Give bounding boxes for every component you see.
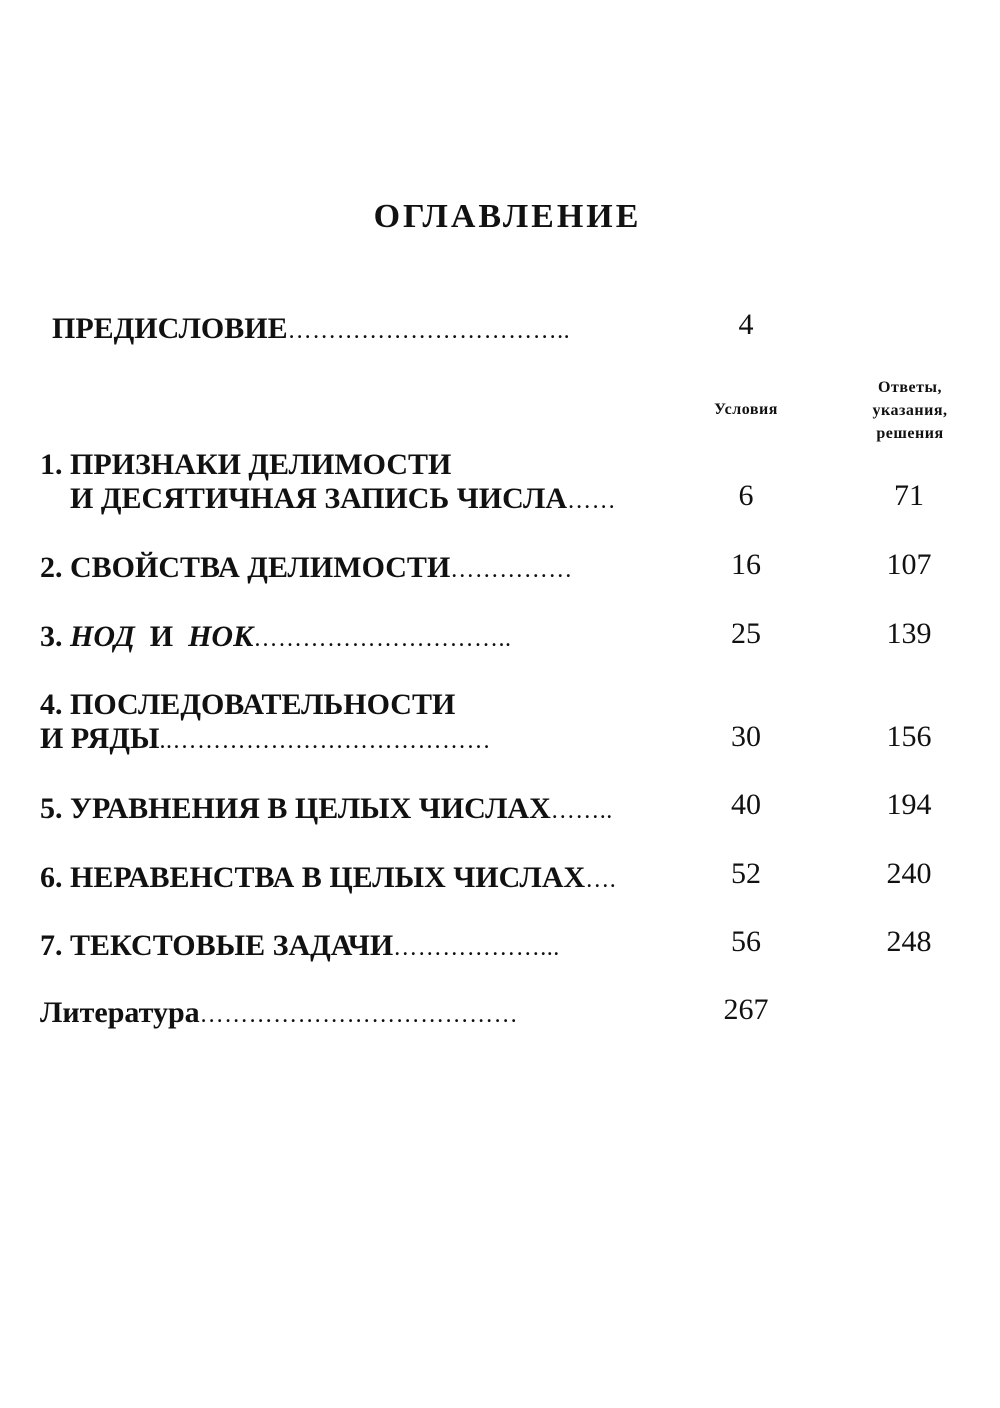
answers-page: 240 [886,857,932,890]
page-number: 4 [738,308,754,341]
leader-dots: …….. [550,798,613,824]
entry-label: ПРИЗНАКИ ДЕЛИМОСТИ [70,448,452,481]
column-header-answers [840,376,980,445]
entry-label: Литература [40,996,200,1029]
column-header-line: решения [876,425,944,442]
leader-dots: ………………………………… [199,1002,519,1028]
leader-dots: ………………………….. [253,626,512,652]
toc-entry-preface [52,312,570,348]
conditions-page: 40 [731,788,761,821]
conditions-page: 56 [731,925,761,958]
answers-page: 139 [886,617,932,650]
column-header-line: указания, [872,402,948,419]
page-title: ОГЛАВЛЕНИЕ [373,198,642,235]
leader-dots: …………… [450,557,573,583]
toc-entry-chapter-1 [40,448,616,518]
answers-page: 71 [894,479,924,512]
conditions-page: 16 [731,548,761,581]
answers-page: 156 [886,720,932,753]
chapter-number: 4. [40,688,63,721]
entry-label-italic: НОД [70,620,135,653]
entry-label: И [149,620,174,653]
toc-entry-chapter-7 [40,929,560,965]
toc-entry-chapter-3 [40,620,511,656]
entry-label: И РЯДЫ [40,722,160,755]
page-number: 267 [723,993,769,1026]
chapter-number: 2. [40,551,63,584]
conditions-page: 6 [738,479,754,512]
entry-label: УРАВНЕНИЯ В ЦЕЛЫХ ЧИСЛАХ [70,792,551,825]
column-header-line: Ответы, [878,379,942,396]
answers-page: 194 [886,788,932,821]
chapter-number: 3. [40,620,63,653]
conditions-page: 25 [731,617,761,650]
conditions-page: 30 [731,720,761,753]
entry-label: НЕРАВЕНСТВА В ЦЕЛЫХ ЧИСЛАХ [70,861,586,894]
answers-page: 248 [886,925,932,958]
column-header-conditions: Условия [714,401,778,418]
toc-entry-chapter-4 [40,688,491,758]
entry-label-italic: НОК [188,620,254,653]
entry-label: ПРЕДИСЛОВИЕ [52,312,288,345]
conditions-page: 52 [731,857,761,890]
leader-dots: …………………………….. [287,318,571,344]
entry-label: И ДЕСЯТИЧНАЯ ЗАПИСЬ ЧИСЛА [70,482,568,515]
toc-entry-chapter-2 [40,551,573,587]
leader-dots: …. [585,867,617,893]
leader-dots: ………………... [393,935,560,961]
entry-label: ТЕКСТОВЫЕ ЗАДАЧИ [70,929,394,962]
entry-label: ПОСЛЕДОВАТЕЛЬНОСТИ [70,688,456,721]
toc-entry-literature [40,996,518,1032]
toc-entry-chapter-5 [40,792,613,828]
entry-label: СВОЙСТВА ДЕЛИМОСТИ [70,551,451,584]
chapter-number: 6. [40,861,63,894]
chapter-number: 5. [40,792,63,825]
chapter-number: 7. [40,929,63,962]
toc-entry-chapter-6 [40,861,616,897]
chapter-number: 1. [40,448,63,481]
leader-dots: ..………………………………… [159,728,491,754]
answers-page: 107 [886,548,932,581]
leader-dots: …… [567,488,617,514]
